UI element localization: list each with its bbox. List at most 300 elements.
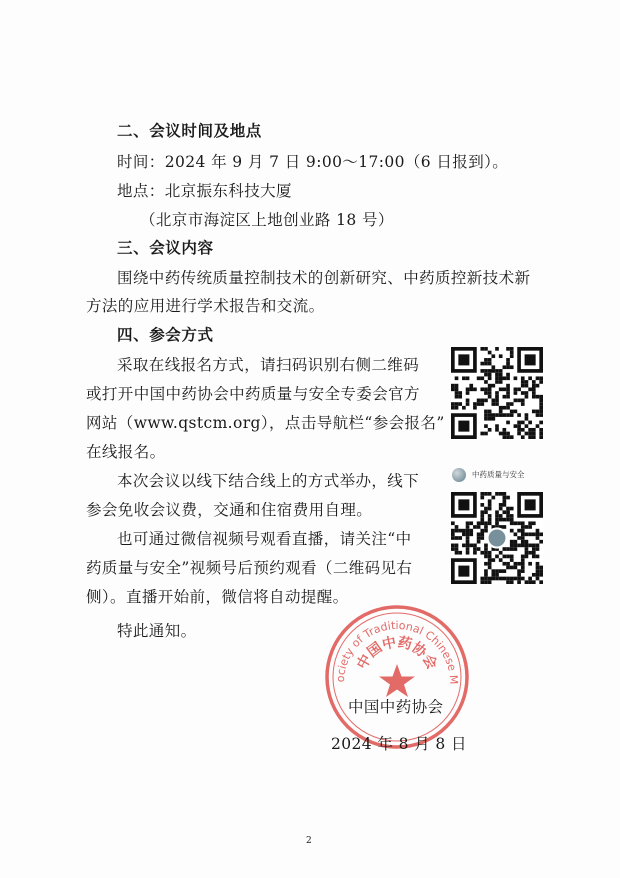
qr-module xyxy=(521,529,525,533)
qr-module xyxy=(488,566,492,570)
page-number: 2 xyxy=(306,836,312,846)
qr-module xyxy=(455,529,459,533)
qr-module xyxy=(499,432,503,436)
registration-qr-code[interactable] xyxy=(451,347,543,439)
qr-module xyxy=(514,566,518,570)
qr-module xyxy=(525,540,529,544)
qr-module xyxy=(477,402,481,406)
qr-module xyxy=(503,492,507,496)
qr-module xyxy=(451,387,455,391)
qr-module xyxy=(525,551,529,555)
qr-module xyxy=(491,365,495,369)
meeting-location-text: 地点：北京振东科技大厦 xyxy=(117,182,292,200)
qr-module xyxy=(528,544,532,548)
qr-module xyxy=(451,544,455,548)
qr-module xyxy=(510,402,514,406)
qr-module xyxy=(521,399,525,403)
qr-module xyxy=(521,577,525,581)
qr-module xyxy=(536,544,540,548)
qr-module xyxy=(536,547,540,551)
qr-module xyxy=(488,413,492,417)
qr-module xyxy=(536,573,540,577)
qr-module xyxy=(455,384,459,388)
qr-module xyxy=(499,492,503,496)
qr-module xyxy=(473,402,477,406)
qr-module xyxy=(469,544,473,548)
qr-module xyxy=(462,529,466,533)
qr-module xyxy=(455,525,459,529)
qr-module xyxy=(484,562,488,566)
qr-module xyxy=(484,358,488,362)
qr-module xyxy=(503,503,507,507)
qr-module xyxy=(451,529,455,533)
qr-module xyxy=(477,536,481,540)
qr-module xyxy=(462,376,466,380)
channel-logo-icon xyxy=(452,468,466,482)
qr-module xyxy=(532,384,536,388)
qr-module xyxy=(539,580,543,584)
qr-module xyxy=(506,518,510,522)
qr-module xyxy=(466,402,470,406)
qr-module xyxy=(455,547,459,551)
qr-module xyxy=(484,387,488,391)
qr-module xyxy=(521,376,525,380)
qr-module xyxy=(469,521,473,525)
qr-module xyxy=(528,421,532,425)
qr-module xyxy=(480,402,484,406)
qr-module xyxy=(521,391,525,395)
qr-module xyxy=(536,536,540,540)
qr-module xyxy=(495,492,499,496)
qr-module xyxy=(477,532,481,536)
qr-module xyxy=(488,577,492,581)
qr-module xyxy=(506,402,510,406)
qr-module xyxy=(532,544,536,548)
qr-module xyxy=(510,351,514,355)
qr-module xyxy=(499,406,503,410)
qr-module xyxy=(539,573,543,577)
qr-module xyxy=(503,547,507,551)
attendance-line: 采取在线报名方式，请扫码识别右侧二维码 xyxy=(117,356,420,374)
qr-module xyxy=(536,566,540,570)
qr-module xyxy=(528,551,532,555)
qr-module xyxy=(480,347,484,351)
qr-module xyxy=(510,413,514,417)
qr-module xyxy=(510,507,514,511)
qr-module xyxy=(491,417,495,421)
qr-module xyxy=(466,547,470,551)
qr-module xyxy=(455,391,459,395)
qr-module xyxy=(484,551,488,555)
qr-module xyxy=(495,347,499,351)
qr-module xyxy=(484,580,488,584)
qr-module xyxy=(521,540,525,544)
qr-module xyxy=(514,391,518,395)
qr-module xyxy=(510,577,514,581)
qr-module xyxy=(499,577,503,581)
qr-module xyxy=(510,566,514,570)
qr-module xyxy=(528,376,532,380)
qr-module xyxy=(462,532,466,536)
qr-module xyxy=(532,410,536,414)
qr-module xyxy=(528,525,532,529)
qr-module xyxy=(451,406,455,410)
qr-module xyxy=(510,365,514,369)
qr-module xyxy=(480,521,484,525)
qr-module xyxy=(495,555,499,559)
attendance-line-website[interactable]: 网站（www.qstcm.org），点击导航栏“参会报名” xyxy=(86,414,445,432)
qr-module xyxy=(536,569,540,573)
qr-module xyxy=(495,521,499,525)
qr-module xyxy=(510,558,514,562)
qr-module xyxy=(473,544,477,548)
qr-module xyxy=(528,387,532,391)
attendance-line: 在线报名。 xyxy=(86,443,166,461)
qr-module xyxy=(499,518,503,522)
qr-module xyxy=(488,384,492,388)
qr-module xyxy=(539,410,543,414)
qr-module xyxy=(514,399,518,403)
qr-finder-pattern xyxy=(458,566,469,577)
qr-module xyxy=(488,518,492,522)
qr-module xyxy=(521,558,525,562)
qr-module xyxy=(491,577,495,581)
qr-module xyxy=(536,532,540,536)
qr-module xyxy=(506,580,510,584)
qr-module xyxy=(484,529,488,533)
qr-module xyxy=(521,525,525,529)
qr-module xyxy=(536,384,540,388)
qr-module xyxy=(495,514,499,518)
qr-module xyxy=(525,544,529,548)
qr-module xyxy=(506,432,510,436)
qr-module xyxy=(539,376,543,380)
qr-module xyxy=(484,399,488,403)
content-line: 方法的应用进行学术报告和交流。 xyxy=(86,297,325,315)
meeting-time-text: 时间：2024 年 9 月 7 日 9:00～17:00（6 日报到）。 xyxy=(117,153,509,171)
qr-module xyxy=(532,532,536,536)
qr-module xyxy=(477,399,481,403)
qr-module xyxy=(466,532,470,536)
qr-module xyxy=(514,562,518,566)
qr-module xyxy=(466,540,470,544)
qr-module xyxy=(491,413,495,417)
qr-module xyxy=(495,569,499,573)
qr-module xyxy=(532,580,536,584)
qr-module xyxy=(488,428,492,432)
qr-module xyxy=(488,358,492,362)
qr-module xyxy=(517,562,521,566)
qr-module xyxy=(466,551,470,555)
qr-module xyxy=(506,507,510,511)
qr-module xyxy=(488,369,492,373)
qr-module xyxy=(506,547,510,551)
qr-module xyxy=(458,551,462,555)
qr-module xyxy=(503,496,507,500)
qr-module xyxy=(495,573,499,577)
qr-module xyxy=(532,547,536,551)
qr-module xyxy=(484,547,488,551)
qr-module xyxy=(503,577,507,581)
qr-module xyxy=(539,432,543,436)
qr-module xyxy=(517,428,521,432)
qr-module xyxy=(514,521,518,525)
qr-module xyxy=(488,395,492,399)
qr-module xyxy=(510,354,514,358)
wechat-channel-qr-code[interactable] xyxy=(451,492,543,584)
qr-module xyxy=(506,387,510,391)
qr-module xyxy=(536,577,540,581)
qr-module xyxy=(517,413,521,417)
qr-module xyxy=(495,510,499,514)
qr-module xyxy=(480,432,484,436)
qr-module xyxy=(525,555,529,559)
qr-module xyxy=(503,569,507,573)
qr-module xyxy=(514,387,518,391)
qr-module xyxy=(514,410,518,414)
qr-module xyxy=(506,362,510,366)
qr-module xyxy=(506,365,510,369)
qr-module xyxy=(539,566,543,570)
qr-module xyxy=(506,406,510,410)
qr-module xyxy=(521,435,525,439)
qr-finder-pattern xyxy=(458,499,469,510)
qr-module xyxy=(488,514,492,518)
qr-module xyxy=(477,540,481,544)
qr-module xyxy=(510,580,514,584)
qr-module xyxy=(466,387,470,391)
qr-module xyxy=(495,369,499,373)
attendance-line: 或打开中国中药协会中药质量与安全专委会官方 xyxy=(86,385,420,403)
qr-module xyxy=(503,525,507,529)
attendance-line: 本次会议以线下结合线上的方式举办，线下 xyxy=(117,472,420,490)
qr-module xyxy=(499,354,503,358)
qr-module xyxy=(466,525,470,529)
qr-module xyxy=(539,532,543,536)
qr-module xyxy=(495,518,499,522)
qr-module xyxy=(503,387,507,391)
qr-module xyxy=(484,507,488,511)
qr-module xyxy=(458,395,462,399)
qr-module xyxy=(528,562,532,566)
qr-module xyxy=(473,551,477,555)
qr-module xyxy=(451,384,455,388)
qr-module xyxy=(484,555,488,559)
qr-module xyxy=(532,435,536,439)
qr-module xyxy=(491,384,495,388)
qr-module xyxy=(539,402,543,406)
qr-module xyxy=(484,391,488,395)
qr-module xyxy=(488,551,492,555)
channel-brand-label: 中药质量与安全 xyxy=(472,470,525,479)
qr-module xyxy=(506,384,510,388)
qr-module xyxy=(466,529,470,533)
qr-module xyxy=(488,492,492,496)
qr-finder-pattern xyxy=(458,354,469,365)
qr-module xyxy=(506,391,510,395)
qr-module xyxy=(539,406,543,410)
qr-module xyxy=(458,536,462,540)
qr-module xyxy=(532,573,536,577)
qr-module xyxy=(539,421,543,425)
qr-module xyxy=(466,391,470,395)
qr-module xyxy=(528,577,532,581)
qr-module xyxy=(455,406,459,410)
qr-module xyxy=(528,532,532,536)
qr-module xyxy=(466,399,470,403)
qr-module xyxy=(488,555,492,559)
section-heading-attendance: 四、参会方式 xyxy=(117,326,214,344)
qr-module xyxy=(536,395,540,399)
qr-module xyxy=(469,532,473,536)
qr-module xyxy=(484,417,488,421)
qr-module xyxy=(455,395,459,399)
qr-module xyxy=(503,376,507,380)
qr-module xyxy=(503,499,507,503)
qr-module xyxy=(488,558,492,562)
qr-module xyxy=(510,555,514,559)
qr-module xyxy=(503,510,507,514)
qr-module xyxy=(484,369,488,373)
qr-module xyxy=(536,529,540,533)
qr-module xyxy=(484,525,488,529)
qr-module xyxy=(495,373,499,377)
qr-module xyxy=(451,532,455,536)
qr-module xyxy=(484,573,488,577)
qr-module xyxy=(473,525,477,529)
qr-module xyxy=(521,428,525,432)
qr-module xyxy=(499,387,503,391)
qr-module xyxy=(510,540,514,544)
qr-module xyxy=(514,540,518,544)
qr-module xyxy=(488,376,492,380)
qr-module xyxy=(517,544,521,548)
qr-module xyxy=(488,503,492,507)
qr-module xyxy=(503,365,507,369)
qr-module xyxy=(532,395,536,399)
qr-module xyxy=(528,580,532,584)
qr-module xyxy=(532,387,536,391)
qr-module xyxy=(525,424,529,428)
qr-module xyxy=(499,373,503,377)
attendance-line: 侧）。直播开始前，微信将自动提醒。 xyxy=(86,588,349,606)
qr-module xyxy=(510,435,514,439)
qr-module xyxy=(536,410,540,414)
qr-module xyxy=(521,384,525,388)
qr-module xyxy=(491,402,495,406)
qr-module xyxy=(525,547,529,551)
attendance-line: 药质量与安全”视频号后预约观看（二维码见右 xyxy=(86,559,413,577)
qr-module xyxy=(458,391,462,395)
qr-module xyxy=(466,521,470,525)
qr-finder-pattern xyxy=(458,421,469,432)
qr-module xyxy=(480,551,484,555)
qr-module xyxy=(484,569,488,573)
issuing-organization: 中国中药协会 xyxy=(348,698,444,716)
qr-module xyxy=(480,503,484,507)
qr-module xyxy=(484,544,488,548)
qr-module xyxy=(532,432,536,436)
qr-module xyxy=(480,580,484,584)
qr-module xyxy=(480,492,484,496)
qr-module xyxy=(469,529,473,533)
qr-module xyxy=(495,577,499,581)
qr-center-logo xyxy=(487,528,506,547)
qr-module xyxy=(480,532,484,536)
qr-module xyxy=(495,424,499,428)
qr-module xyxy=(517,387,521,391)
qr-module xyxy=(488,507,492,511)
qr-module xyxy=(525,384,529,388)
qr-module xyxy=(521,562,525,566)
qr-module xyxy=(480,577,484,581)
qr-module xyxy=(499,569,503,573)
qr-module xyxy=(503,406,507,410)
qr-module xyxy=(539,569,543,573)
qr-module xyxy=(506,376,510,380)
qr-module xyxy=(521,380,525,384)
qr-module xyxy=(510,529,514,533)
attendance-line: 也可通过微信视频号观看直播，请关注“中 xyxy=(117,530,412,548)
qr-module xyxy=(499,507,503,511)
qr-module xyxy=(532,391,536,395)
qr-module xyxy=(477,525,481,529)
qr-finder-pattern xyxy=(525,354,536,365)
qr-module xyxy=(506,395,510,399)
qr-module xyxy=(514,532,518,536)
qr-module xyxy=(495,380,499,384)
qr-module xyxy=(462,544,466,548)
qr-module xyxy=(488,562,492,566)
qr-module xyxy=(525,532,529,536)
qr-module xyxy=(506,577,510,581)
qr-module xyxy=(480,387,484,391)
qr-module xyxy=(499,514,503,518)
qr-module xyxy=(484,380,488,384)
qr-module xyxy=(521,566,525,570)
qr-module xyxy=(536,555,540,559)
qr-module xyxy=(532,380,536,384)
qr-module xyxy=(525,380,529,384)
qr-module xyxy=(458,402,462,406)
qr-module xyxy=(484,492,488,496)
qr-module xyxy=(539,399,543,403)
qr-module xyxy=(458,529,462,533)
qr-module xyxy=(480,496,484,500)
qr-module xyxy=(514,424,518,428)
qr-module xyxy=(514,376,518,380)
qr-module xyxy=(499,551,503,555)
qr-module xyxy=(488,580,492,584)
qr-module xyxy=(499,410,503,414)
qr-module xyxy=(503,432,507,436)
qr-module xyxy=(525,580,529,584)
qr-module xyxy=(517,580,521,584)
qr-module xyxy=(517,573,521,577)
qr-finder-pattern xyxy=(525,499,536,510)
qr-module xyxy=(521,569,525,573)
qr-module xyxy=(521,555,525,559)
qr-module xyxy=(455,376,459,380)
qr-module xyxy=(532,551,536,555)
qr-module xyxy=(528,521,532,525)
qr-module xyxy=(517,432,521,436)
qr-module xyxy=(525,395,529,399)
qr-module xyxy=(503,395,507,399)
qr-module xyxy=(480,518,484,522)
qr-module xyxy=(503,518,507,522)
qr-module xyxy=(510,514,514,518)
